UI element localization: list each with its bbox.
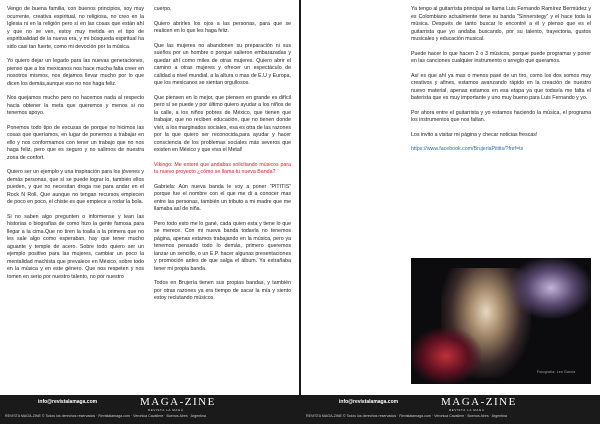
paragraph: Todos en Brujería tienen sus propias bandas, y también por otras razones ya era tiempo de sacar la mía y siento estoy reclutando músicos. bbox=[154, 280, 291, 301]
paragraph: Vengo de buena familia, con buenos principios, soy muy ocurrente, creativa espiritual, no religiosa, no creo en la Iglesia ni en la religión pero sí en las cosas que están ahí y que no se ven, estoy muy metida en el tipo de espiritualidad de la nueva era, y mi búsqueda espiritual ha sido casi tan fuerte, como mi devoción por la música. bbox=[7, 6, 144, 50]
interview-question: Vikingo: Me enteré que andabas solicitando músicos para tu nuevo proyecto ¿cómo se llama tu nueva Banda? bbox=[154, 161, 291, 175]
concert-photo bbox=[411, 258, 591, 384]
paragraph: Ponemos todo tipo de excusas de porque no hicimos las cosas que queríamos, en lugar de ponernos a trabajar en ello y nos conformamos con tener un trabajo que no nos haga feliz, pero que es seguro y no salirnos de nuestra zona de confort. bbox=[7, 124, 144, 161]
magazine-page-right bbox=[301, 0, 600, 424]
paragraph: cuerpo. bbox=[154, 6, 172, 12]
magazine-page-left bbox=[0, 0, 299, 424]
paragraph: Gabriela: Aún nueva banda le voy a poner “PITITIS” porque fue el nombre con el que me di a conocer mas entre las personas, también un tributo a mi madre que me llamaba así de niña. bbox=[154, 183, 291, 212]
page-footer bbox=[301, 395, 600, 424]
paragraph: Que las mujeres no abandonen su preparación ni sus sueños por un hombre o porque salieron embarazadas y quedar ahí como miles de otras mujeres. Quiero abrir el camino a otras mujeres y ofrecer un espectáculo de calidad a nivel mundial, a la altura o mas de E.U y Europa, que los mexicanos se sientan orgullosos. bbox=[154, 42, 291, 86]
facebook-link[interactable]: https://www.facebook.com/BrujeriaPititis/?fref=ts bbox=[411, 146, 524, 152]
footer-email[interactable]: info@revistalamaga.com bbox=[339, 399, 399, 405]
paragraph: Nos quejamos mucho pero no hacemos nada al respecto hacia obtener la meta que queremos y menos si no tenemos apoyo. bbox=[7, 95, 144, 116]
magazine-logo-subtitle: REVISTA LA MAGA bbox=[148, 408, 184, 412]
paragraph: Yo quiero dejar un legado para las nuevas generaciones, pienso que a los mexicanos nos hace mucha falta creer en nosotros mismos, nos dejamos llevar mucho por lo que dicen los demás,aunque eso no nos haga feliz. bbox=[7, 58, 144, 87]
page-footer bbox=[0, 395, 299, 424]
magazine-logo-subtitle: REVISTA LA MAGA bbox=[449, 408, 485, 412]
photo-red-light bbox=[411, 328, 481, 384]
text-column-1 bbox=[7, 6, 144, 424]
paragraph: Ya tengo al guitarrista principal se llama Luis Fernando Ramírez Bermúdez y es Colombiano actualmente tiene su banda “Sinnerstegy” y el hace toda la música. Después de tanto buscar lo encontré a él y pienso que es el guitarrista que yo andaba buscando, por su talento, trayectoria, gustos musicales y educación musical. bbox=[411, 6, 591, 42]
paragraph: Así es que ahí ya mas o menos pasé de un tiro, como los dos somos muy creativos y afines, estamos avanzando rápido en la creación de nuestro nuevo material, apenas estamos en esa etapa ya que todavía me falta el baterista que es muy importante y uno muy bueno para Luis Fernando y yo. bbox=[411, 72, 591, 101]
text-column-2 bbox=[154, 6, 291, 424]
paragraph: Que piensen en lo mejor, que piensen en grande es difícil pero sí se puede y por último quiero ayudar a los niños de la calle, a los niños pobres de México, que tienen que trabajar, que no reciben educación, que no tienen donde vivir, a los marginados sociales, esa es otra de las razones por la que quiero ser reconocida,para ayudar y hacer consciencia de los problemas sociales más severos que existen en México y que viva el Metal! bbox=[154, 94, 291, 153]
paragraph: Quiero abrirles los ojos a las personas, para que se realicen en lo que les haga feliz. bbox=[154, 20, 291, 34]
paragraph: Si no saben algo pregunten o informense y lean las historias o biografías de como hizo la gente famosa para llegar a la cima.Que no tiren la toalla a la primera que no les sale algo como esperaban, hay que tener mucho aguante y temple de acero. Sobre todo quiero ser un ejemplo positivo para las mujeres, cambiar un poco la mentalidad machista que prevalece en México, sobre todo en la música y en este género. Que nos respeten y nos tomen en serio por nuestro talento, no por nuestro bbox=[7, 213, 144, 280]
footer-email[interactable]: info@revistalamaga.com bbox=[38, 399, 98, 405]
paragraph: Quiero ser un ejemplo y una inspiración para los jóvenes y demás personas, que sí se puede lograr lo, también ellos pueden, y que no necesitan droga rse para andar en el Rock N Roll. Que aunque no tengan recursos empiecen de poco en poco, el chiste es que empiece a rodar la bola. bbox=[7, 169, 144, 205]
magazine-logo: MAGA-ZINE bbox=[140, 396, 216, 408]
paragraph: Puede hacer lo que hacen 2 o 3 músicos, porque puede programar y poner en las canciones cualquier instrumento o arreglo que queramos. bbox=[411, 50, 591, 64]
photo-stage-light bbox=[511, 258, 591, 318]
paragraph: Por ahora entre el guitarrista y yo estamos haciendo la música, el programa los instrumentos que nos faltan. bbox=[411, 109, 591, 123]
paragraph: Pero todo esto me lo gané, cada quien esta y tiene lo que se merece. Con mi nueva banda todavía no tenemos página, apenas estamos trabajando en la música, pero ya tenemos pensado todo lo demás, primero queremos lanzar un sencillo, o un E.P. hacer algunas presentaciones y promoción antes de que salga el álbum. Ya extrañaba tener mi propia banda. bbox=[154, 220, 291, 272]
footer-copyright: REVISTA MAGA-ZINE © Todos los derechos reservados · Revistalamaga.com · Veronica Cavaliere · Buenos Aires · Argentina bbox=[5, 414, 207, 418]
photo-caption: Fotografía: Leo Garcia bbox=[537, 370, 576, 374]
paragraph: Los invito a visitar mi página y checar noticias frescas! bbox=[411, 131, 538, 138]
footer-copyright: REVISTA MAGA-ZINE © Todos los derechos reservados · Revistalamaga.com · Veronica Cavaliere · Buenos Aires · Argentina bbox=[306, 414, 508, 418]
magazine-logo: MAGA-ZINE bbox=[441, 396, 517, 408]
